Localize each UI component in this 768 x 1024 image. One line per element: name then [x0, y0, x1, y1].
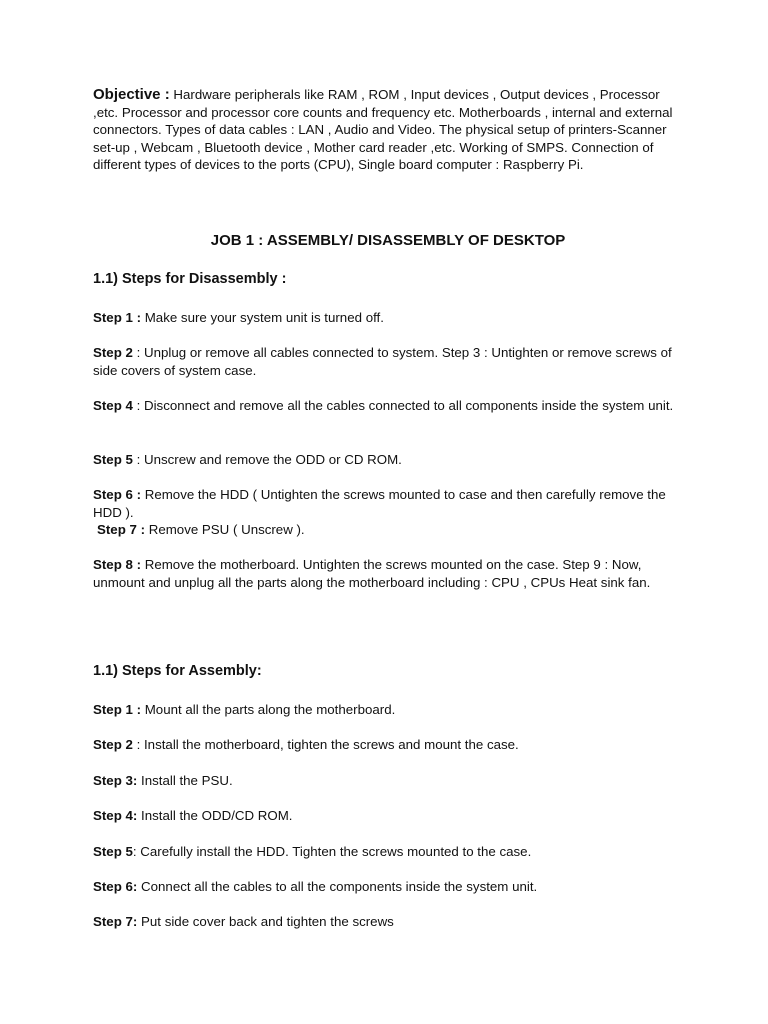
disassembly-step-1	[93, 309, 683, 327]
disassembly-step-8	[93, 556, 683, 591]
step-text: : Disconnect and remove all the cables connected to all components inside the system unit.	[132, 398, 674, 413]
step-label: Step 4:	[93, 808, 138, 823]
objective-text: Hardware peripherals like RAM , ROM , Input devices , Output devices , Processor ,etc. Processor and processor core counts and frequency etc. Motherboards , internal and external connectors. Types of data cables : LAN , Audio and Video. The physical setup of printers-Scanner set-up , Webcam , Bluetooth device , Mother card reader ,etc. Working of SMPS. Connection of different types of devices to the ports (CPU), Single board computer : Raspberry Pi.	[93, 87, 673, 173]
assembly-step-6	[93, 878, 683, 896]
step-label: Step 2	[93, 737, 133, 752]
step-label: Step 8 :	[93, 557, 142, 572]
step-text: : Unplug or remove all cables connected to system. Step 3 : Untighten or remove screws of side covers of system case.	[93, 345, 672, 378]
step-text: Make sure your system unit is turned off.	[141, 310, 384, 325]
step-text: Install the PSU.	[137, 773, 233, 788]
step-label: Step 5	[93, 452, 133, 467]
step-text: Remove the motherboard. Untighten the screws mounted on the case. Step 9 : Now, unmount and unplug all the parts along the motherboard including : CPU , CPUs Heat sink fan.	[93, 557, 651, 590]
step-text: Remove the HDD ( Untighten the screws mounted to case and then carefully remove the HDD ).	[93, 487, 666, 520]
assembly-step-5	[93, 843, 683, 861]
step-label: Step 1 :	[93, 310, 142, 325]
step-label: Step 3:	[93, 773, 138, 788]
step-label: Step 6:	[93, 879, 138, 894]
disassembly-step-4	[93, 397, 683, 415]
disassembly-step-2	[93, 344, 683, 379]
disassembly-title: 1.1) Steps for Disassembly :	[93, 271, 287, 287]
step-label: Step 7:	[93, 914, 138, 929]
step-label: Step 7 :	[97, 522, 146, 537]
step-text: Mount all the parts along the motherboard.	[141, 702, 396, 717]
assembly-step-3	[93, 772, 683, 790]
step-text: Put side cover back and tighten the screws	[137, 914, 394, 929]
step-label: Step 5	[93, 844, 133, 859]
objective-label: Objective :	[93, 86, 170, 103]
assembly-step-7	[93, 913, 683, 931]
step-label: Step 2	[93, 345, 133, 360]
assembly-step-2	[93, 736, 683, 754]
disassembly-step-7	[97, 521, 687, 539]
step-text: Remove PSU ( Unscrew ).	[145, 522, 305, 537]
step-label: Step 4	[93, 398, 133, 413]
step-label: Step 1 :	[93, 702, 142, 717]
step-label: Step 6 :	[93, 487, 142, 502]
step-text: : Install the motherboard, tighten the screws and mount the case.	[132, 737, 519, 752]
assembly-step-4	[93, 807, 683, 825]
step-text: : Unscrew and remove the ODD or CD ROM.	[132, 452, 402, 467]
step-text: Connect all the cables to all the components inside the system unit.	[137, 879, 538, 894]
disassembly-step-6	[93, 486, 683, 521]
objective-paragraph	[93, 86, 683, 174]
disassembly-step-5	[93, 451, 683, 469]
job-title: JOB 1 : ASSEMBLY/ DISASSEMBLY OF DESKTOP	[210, 232, 566, 249]
step-text: Install the ODD/CD ROM.	[137, 808, 293, 823]
step-text: : Carefully install the HDD. Tighten the screws mounted to the case.	[132, 844, 532, 859]
assembly-step-1	[93, 701, 683, 719]
assembly-title: 1.1) Steps for Assembly:	[93, 663, 262, 679]
